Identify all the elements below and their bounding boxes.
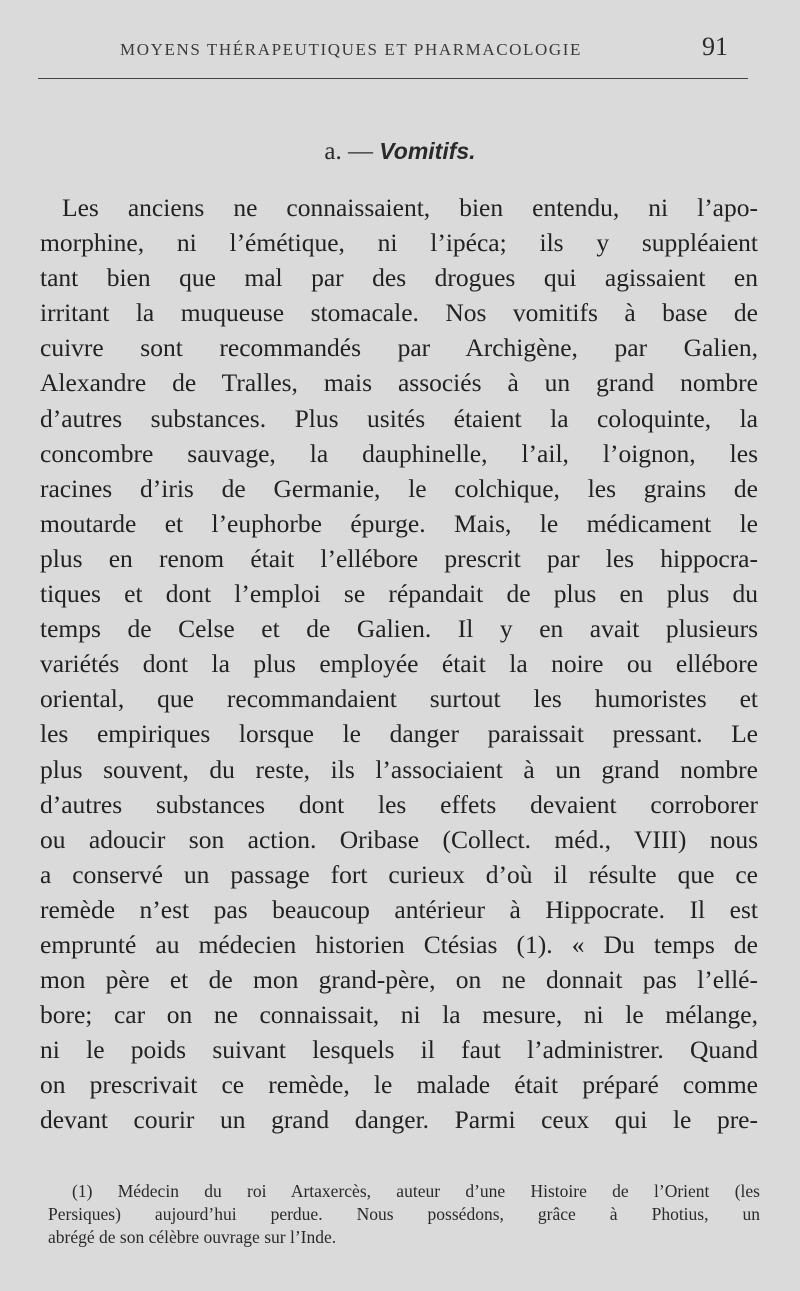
text-line: devant courir un grand danger. Parmi ceux qui le pre-: [40, 1105, 758, 1135]
body-text: [40, 190, 758, 1138]
text-line: plus souvent, du reste, ils l’associaient à un grand nombre: [40, 754, 758, 784]
header-rule: [38, 78, 748, 79]
text-line: morphine, ni l’émétique, ni l’ipéca; ils y suppléaient: [40, 228, 758, 258]
text-line: variétés dont la plus employée était la noire ou ellébore: [40, 649, 758, 679]
text-line: mon père et de mon grand-père, on ne donnait pas l’ellé-: [40, 965, 758, 995]
text-line: tiques et dont l’emploi se répandait de plus en plus du: [40, 579, 758, 609]
text-line: d’autres substances dont les effets devaient corroborer: [40, 789, 758, 819]
footnote-line: Persiques) aujourd’hui perdue. Nous possédons, grâce à Photius, un: [48, 1204, 760, 1224]
page-number: 91: [702, 32, 728, 61]
text-line: moutarde et l’euphorbe épurge. Mais, le médicament le: [40, 508, 758, 538]
text-line: plus en renom était l’ellébore prescrit par les hippocra-: [40, 543, 758, 573]
section-heading: [0, 138, 800, 166]
section-title: Vomitifs.: [379, 138, 476, 164]
text-line: ou adoucir son action. Oribase (Collect. méd., VIII) nous: [40, 824, 758, 854]
text-line: remède n’est pas beaucoup antérieur à Hippocrate. Il est: [40, 894, 758, 924]
footnote-line: abrégé de son célèbre ouvrage sur l’Inde.: [48, 1227, 337, 1247]
running-head: MOYENS THÉRAPEUTIQUES ET PHARMACOLOGIE: [120, 40, 583, 59]
text-line: d’autres substances. Plus usités étaient la coloquinte, la: [40, 403, 758, 433]
footnotes: [48, 1180, 760, 1249]
text-line: a conservé un passage fort curieux d’où il résulte que ce: [40, 859, 758, 889]
text-line: temps de Celse et de Galien. Il y en avait plusieurs: [40, 614, 758, 644]
text-line: irritant la muqueuse stomacale. Nos vomitifs à base de: [40, 298, 758, 328]
text-line: emprunté au médecien historien Ctésias (1). « Du temps de: [40, 929, 758, 959]
footnote-line: (1) Médecin du roi Artaxercès, auteur d’une Histoire de l’Orient (les: [72, 1181, 760, 1201]
text-line: Alexandre de Tralles, mais associés à un grand nombre: [40, 368, 758, 398]
text-line: cuivre sont recommandés par Archigène, par Galien,: [40, 333, 758, 363]
text-line: oriental, que recommandaient surtout les humoristes et: [40, 684, 758, 714]
text-line: les empiriques lorsque le danger paraissait pressant. Le: [40, 719, 758, 749]
page-header: [38, 30, 748, 80]
section-prefix: a. —: [324, 138, 374, 165]
text-line: on prescrivait ce remède, le malade était préparé comme: [40, 1070, 758, 1100]
text-line: ni le poids suivant lesquels il faut l’administrer. Quand: [40, 1035, 758, 1065]
text-line: tant bien que mal par des drogues qui agissaient en: [40, 263, 758, 293]
text-line: Les anciens ne connaissaient, bien entendu, ni l’apo-: [62, 193, 758, 222]
text-line: racines d’iris de Germanie, le colchique, les grains de: [40, 473, 758, 503]
text-line: concombre sauvage, la dauphinelle, l’ail, l’oignon, les: [40, 438, 758, 468]
text-line: bore; car on ne connaissait, ni la mesure, ni le mélange,: [40, 1000, 758, 1030]
